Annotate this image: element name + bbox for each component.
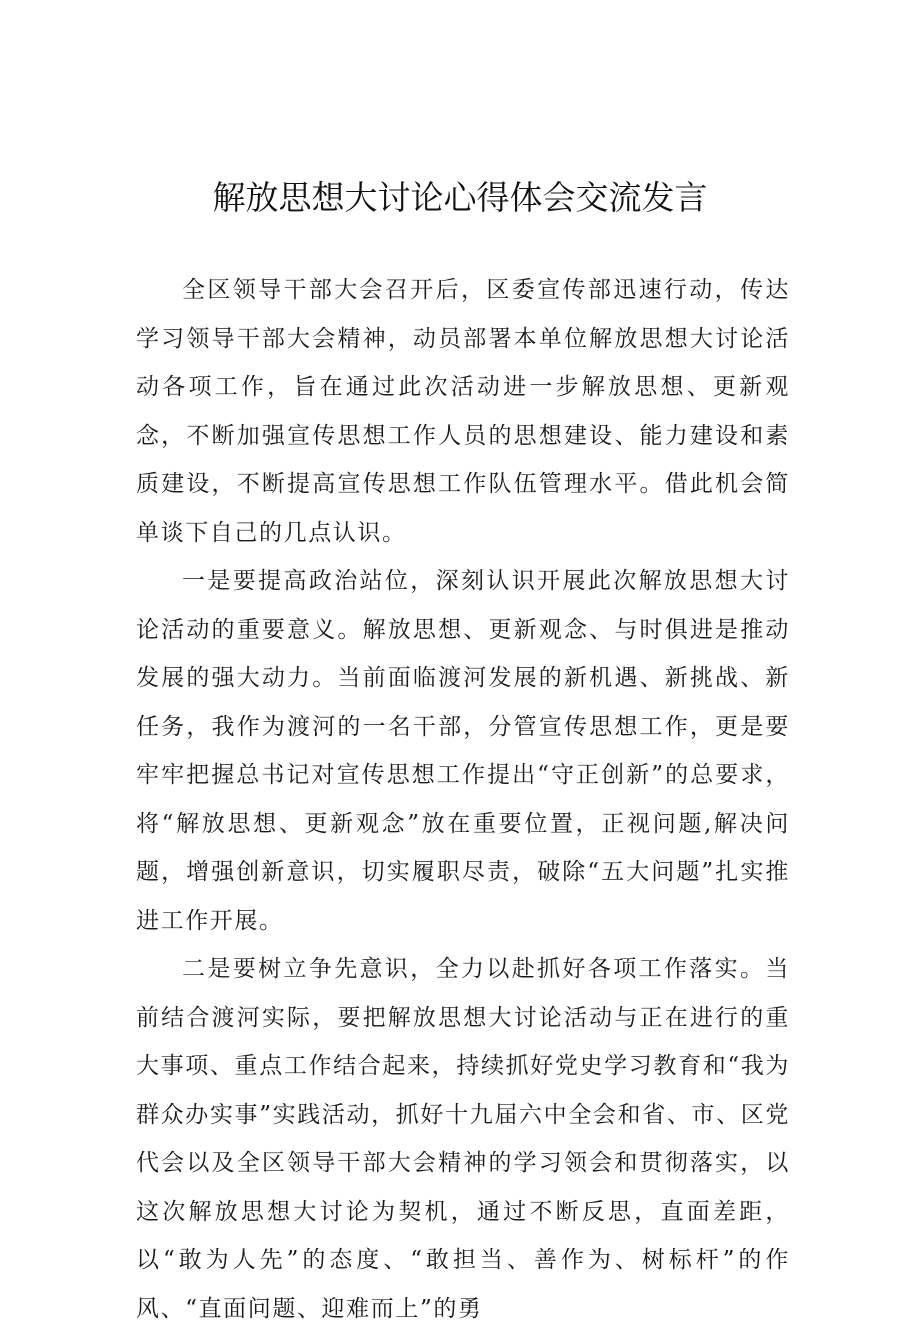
paragraph-point-two: 二是要树立争先意识，全力以赴抓好各项工作落实。当前结合渡河实际，要把解放思想大讨论活动与正在进行的重大事项、重点工作结合起来，持续抓好党史学习教育和“我为群众办实事”实践活动，抓好十九届六中全会和省、市、区党代会以及全区领导干部大会精神的学习领会和贯彻落实，以这次解放思想大讨论为契机，通过不断反思，直面差距，以“敢为人先”的态度、“敢担当、善作为、树标杆”的作风、“直面问题、迎难而上”的勇 [136,956,790,1322]
document-title: 解放思想大讨论心得体会交流发言 [212,178,708,217]
paragraph-point-one: 一是要提高政治站位，深刻认识开展此次解放思想大讨论活动的重要意义。解放思想、更新观念、与时俱进是推动发展的强大动力。当前面临渡河发展的新机遇、新挑战、新任务，我作为渡河的一名干部，分管宣传思想工作，更是要牢牢把握总书记对宣传思想工作提出“守正创新”的总要求，将“解放思想、更新观念”放在重要位置，正视问题,解决问题，增强创新意识，切实履职尽责，破除“五大问题”扎实推进工作开展。 [136,568,790,934]
paragraph-intro: 全区领导干部大会召开后，区委宣传部迅速行动，传达学习领导干部大会精神，动员部署本单位解放思想大讨论活动各项工作，旨在通过此次活动进一步解放思想、更新观念，不断加强宣传思想工作人员的思想建设、能力建设和素质建设，不断提高宣传思想工作队伍管理水平。借此机会简单谈下自己的几点认识。 [136,277,790,546]
document-body [136,266,790,1333]
